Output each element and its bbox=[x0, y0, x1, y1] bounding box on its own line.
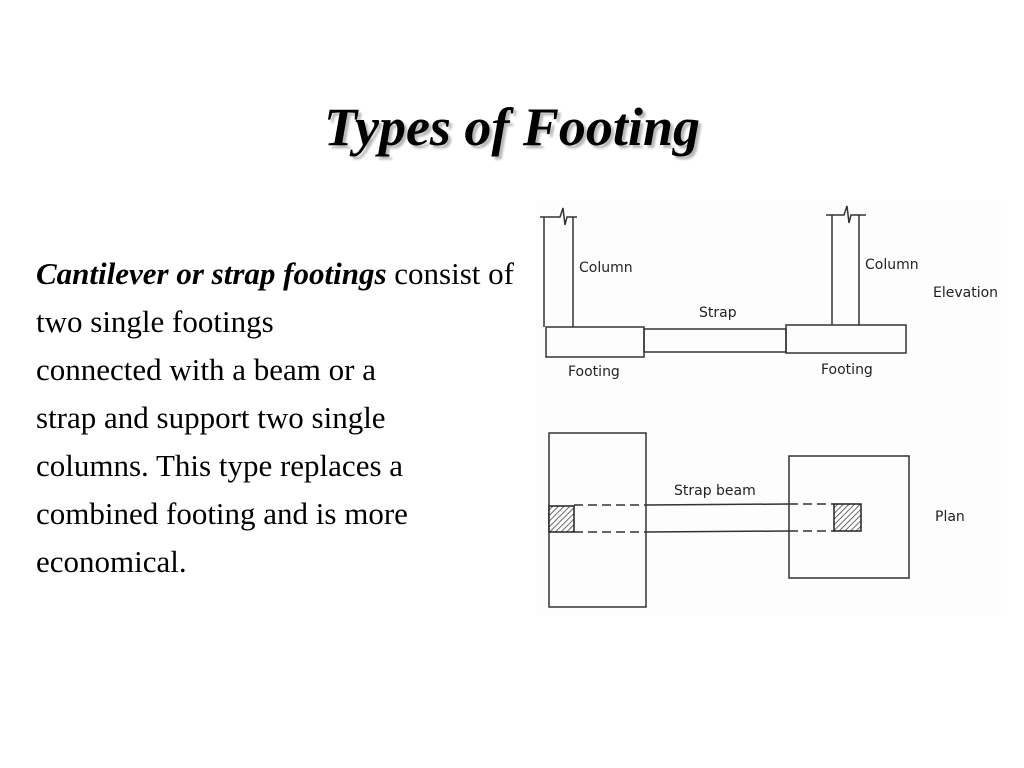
left-footing-label: Footing bbox=[568, 364, 620, 380]
strap bbox=[644, 329, 786, 352]
description-line-3: strap and support two single bbox=[36, 400, 386, 435]
strap-beam-hidden bbox=[574, 504, 834, 532]
strap-beam-label: Strap beam bbox=[674, 483, 756, 499]
right-column bbox=[826, 206, 866, 325]
elevation-view bbox=[540, 206, 906, 357]
slide-title: Types of Footing bbox=[324, 97, 700, 157]
strap-footing-figure bbox=[536, 200, 1001, 615]
strap-label: Strap bbox=[699, 305, 737, 321]
left-footing bbox=[546, 327, 644, 357]
description-line-6: economical. bbox=[36, 544, 187, 579]
description-line-1: consist of two single footings bbox=[36, 256, 514, 339]
right-footing bbox=[786, 325, 906, 353]
right-footing-label: Footing bbox=[821, 362, 873, 378]
body-text bbox=[36, 250, 526, 586]
right-column-section bbox=[834, 504, 861, 531]
left-column-section bbox=[549, 506, 574, 532]
elevation-view-label: Elevation bbox=[933, 285, 999, 301]
plan-view-label: Plan bbox=[935, 509, 965, 525]
strap-footing-diagram bbox=[536, 200, 1001, 615]
right-column-label: Column bbox=[865, 257, 919, 273]
description-line-4: columns. This type replaces a bbox=[36, 448, 404, 483]
left-column bbox=[540, 208, 577, 327]
left-column-label: Column bbox=[579, 260, 633, 276]
description-line-2: connected with a beam or a bbox=[36, 352, 376, 387]
description-line-5: combined footing and is more bbox=[36, 496, 408, 531]
term-heading: Cantilever or strap footings bbox=[36, 256, 387, 291]
strap-beam-solid bbox=[646, 504, 789, 532]
